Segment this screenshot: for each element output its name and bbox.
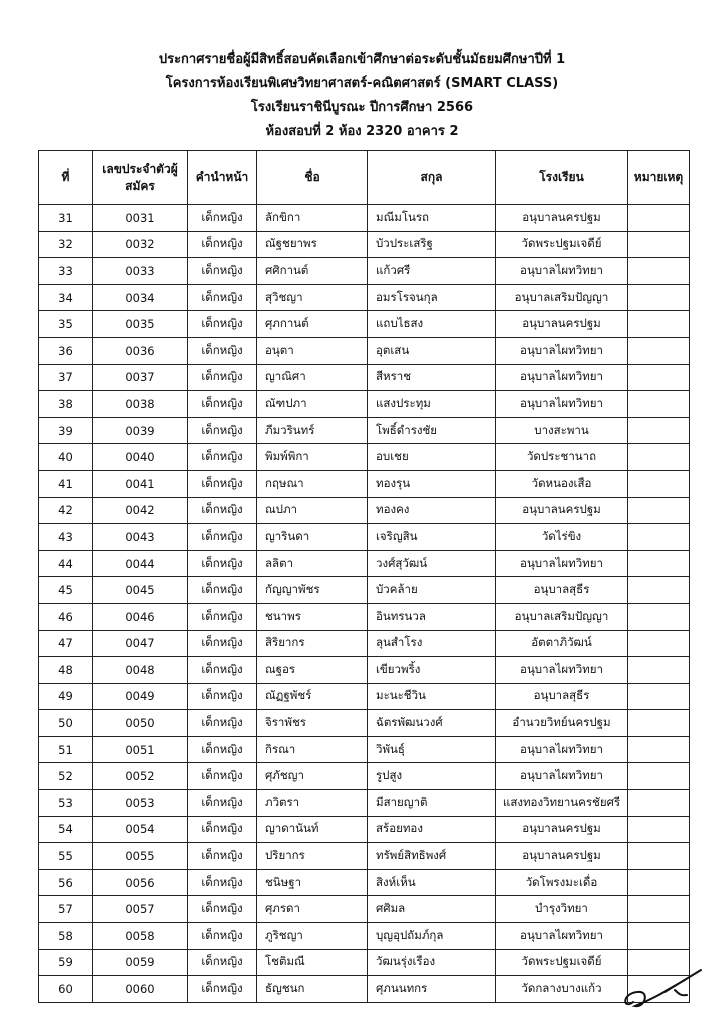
cell-remark bbox=[628, 869, 690, 896]
cell-remark bbox=[628, 391, 690, 418]
table-row bbox=[39, 683, 690, 710]
cell-applicant-id: 0036 bbox=[93, 337, 188, 364]
cell-prefix: เด็กหญิง bbox=[188, 976, 257, 1003]
cell-school: อนุบาลนครปฐม bbox=[496, 843, 628, 870]
cell-first-name: ภวิตรา bbox=[257, 790, 368, 817]
cell-first-name: พิมพ์พิกา bbox=[257, 444, 368, 471]
cell-remark bbox=[628, 816, 690, 843]
cell-applicant-id: 0037 bbox=[93, 364, 188, 391]
cell-first-name: อนุตา bbox=[257, 337, 368, 364]
cell-last-name: อบเชย bbox=[368, 444, 496, 471]
cell-school: วัดประชานาถ bbox=[496, 444, 628, 471]
cell-school: อนุบาลนครปฐม bbox=[496, 497, 628, 524]
cell-prefix: เด็กหญิง bbox=[188, 603, 257, 630]
cell-applicant-id: 0057 bbox=[93, 896, 188, 923]
cell-no: 58 bbox=[39, 923, 93, 950]
table-row bbox=[39, 444, 690, 471]
cell-prefix: เด็กหญิง bbox=[188, 577, 257, 604]
cell-prefix: เด็กหญิง bbox=[188, 657, 257, 684]
cell-no: 38 bbox=[39, 391, 93, 418]
table-row bbox=[39, 311, 690, 338]
table-row bbox=[39, 763, 690, 790]
school-year-title: โรงเรียนราชินีบูรณะ ปีการศึกษา 2566 bbox=[250, 100, 474, 115]
cell-prefix: เด็กหญิง bbox=[188, 205, 257, 232]
cell-prefix: เด็กหญิง bbox=[188, 470, 257, 497]
cell-first-name: ณฐอร bbox=[257, 657, 368, 684]
cell-applicant-id: 0033 bbox=[93, 258, 188, 285]
cell-first-name: ณัฑปภา bbox=[257, 391, 368, 418]
cell-applicant-id: 0048 bbox=[93, 657, 188, 684]
table-row bbox=[39, 923, 690, 950]
table-row bbox=[39, 603, 690, 630]
cell-school: อนุบาลเสริมปัญญา bbox=[496, 603, 628, 630]
col-header-prefix: คำนำหน้า bbox=[188, 151, 257, 205]
cell-first-name: ลลิตา bbox=[257, 550, 368, 577]
cell-first-name: จิราพัชร bbox=[257, 710, 368, 737]
cell-no: 42 bbox=[39, 497, 93, 524]
cell-first-name: ศศิกานต์ bbox=[257, 258, 368, 285]
cell-school: อนุบาลไผทวิทยา bbox=[496, 364, 628, 391]
cell-no: 43 bbox=[39, 524, 93, 551]
cell-prefix: เด็กหญิง bbox=[188, 630, 257, 657]
cell-remark bbox=[628, 710, 690, 737]
table-row bbox=[39, 577, 690, 604]
cell-no: 41 bbox=[39, 470, 93, 497]
cell-applicant-id: 0041 bbox=[93, 470, 188, 497]
table-row bbox=[39, 524, 690, 551]
cell-school: อนุบาลไผทวิทยา bbox=[496, 337, 628, 364]
cell-school: อนุบาลไผทวิทยา bbox=[496, 391, 628, 418]
cell-remark bbox=[628, 524, 690, 551]
cell-applicant-id: 0039 bbox=[93, 417, 188, 444]
cell-school: อัตตาภิวัฒน์ bbox=[496, 630, 628, 657]
cell-prefix: เด็กหญิง bbox=[188, 444, 257, 471]
cell-no: 53 bbox=[39, 790, 93, 817]
cell-first-name: ญาดานันท์ bbox=[257, 816, 368, 843]
cell-last-name: ฉัตรพัฒนวงศ์ bbox=[368, 710, 496, 737]
cell-prefix: เด็กหญิง bbox=[188, 949, 257, 976]
table-row bbox=[39, 391, 690, 418]
cell-no: 44 bbox=[39, 550, 93, 577]
cell-school: วัดไร่ขิง bbox=[496, 524, 628, 551]
cell-prefix: เด็กหญิง bbox=[188, 284, 257, 311]
cell-last-name: อินทรนวล bbox=[368, 603, 496, 630]
col-header-last-name: สกุล bbox=[368, 151, 496, 205]
col-header-no: ที่ bbox=[39, 151, 93, 205]
cell-first-name: ภูริชญา bbox=[257, 923, 368, 950]
cell-remark bbox=[628, 896, 690, 923]
cell-prefix: เด็กหญิง bbox=[188, 816, 257, 843]
table-row bbox=[39, 869, 690, 896]
cell-first-name: ศุภัชญา bbox=[257, 763, 368, 790]
cell-first-name: ชนาพร bbox=[257, 603, 368, 630]
cell-last-name: มีสายญาติ bbox=[368, 790, 496, 817]
table-row bbox=[39, 790, 690, 817]
cell-no: 40 bbox=[39, 444, 93, 471]
cell-no: 32 bbox=[39, 231, 93, 258]
cell-applicant-id: 0053 bbox=[93, 790, 188, 817]
cell-school: บางสะพาน bbox=[496, 417, 628, 444]
table-row bbox=[39, 364, 690, 391]
cell-remark bbox=[628, 258, 690, 285]
cell-no: 59 bbox=[39, 949, 93, 976]
cell-last-name: เขียวพริ้ง bbox=[368, 657, 496, 684]
cell-last-name: ทรัพย์สิทธิพงศ์ bbox=[368, 843, 496, 870]
announcement-title: ประกาศรายชื่อผู้มีสิทธิ์สอบคัดเลือกเข้าศึกษาต่อระดับชั้นมัธยมศึกษาปีที่ 1 bbox=[158, 52, 566, 67]
cell-remark bbox=[628, 763, 690, 790]
cell-prefix: เด็กหญิง bbox=[188, 364, 257, 391]
cell-last-name: แก้วศรี bbox=[368, 258, 496, 285]
table-header-row bbox=[39, 151, 690, 205]
table-row bbox=[39, 284, 690, 311]
cell-school: อนุบาลนครปฐม bbox=[496, 205, 628, 232]
cell-first-name: ณัฐชยาพร bbox=[257, 231, 368, 258]
cell-applicant-id: 0032 bbox=[93, 231, 188, 258]
cell-first-name: โชติมณี bbox=[257, 949, 368, 976]
cell-no: 55 bbox=[39, 843, 93, 870]
cell-first-name: กฤษณา bbox=[257, 470, 368, 497]
cell-school: อนุบาลไผทวิทยา bbox=[496, 923, 628, 950]
cell-first-name: ธัญชนก bbox=[257, 976, 368, 1003]
cell-applicant-id: 0052 bbox=[93, 763, 188, 790]
cell-remark bbox=[628, 603, 690, 630]
cell-first-name: สุวิชญา bbox=[257, 284, 368, 311]
cell-last-name: สีหราช bbox=[368, 364, 496, 391]
cell-no: 47 bbox=[39, 630, 93, 657]
cell-last-name: วิพันธุ์ bbox=[368, 736, 496, 763]
cell-applicant-id: 0042 bbox=[93, 497, 188, 524]
cell-school: วัดพระปฐมเจดีย์ bbox=[496, 949, 628, 976]
cell-prefix: เด็กหญิง bbox=[188, 710, 257, 737]
cell-remark bbox=[628, 577, 690, 604]
table-row bbox=[39, 550, 690, 577]
cell-no: 54 bbox=[39, 816, 93, 843]
cell-remark bbox=[628, 417, 690, 444]
cell-first-name: ชนิษฐา bbox=[257, 869, 368, 896]
cell-first-name: ศุภกานต์ bbox=[257, 311, 368, 338]
cell-last-name: อมรโรจนกุล bbox=[368, 284, 496, 311]
cell-prefix: เด็กหญิง bbox=[188, 337, 257, 364]
table-row bbox=[39, 417, 690, 444]
cell-last-name: รูปสูง bbox=[368, 763, 496, 790]
cell-school: บำรุงวิทยา bbox=[496, 896, 628, 923]
table-row bbox=[39, 470, 690, 497]
cell-no: 51 bbox=[39, 736, 93, 763]
cell-prefix: เด็กหญิง bbox=[188, 231, 257, 258]
cell-remark bbox=[628, 311, 690, 338]
exam-room-title: ห้องสอบที่ 2 ห้อง 2320 อาคาร 2 bbox=[265, 124, 459, 139]
cell-school: อนุบาลสุธีร bbox=[496, 683, 628, 710]
cell-applicant-id: 0035 bbox=[93, 311, 188, 338]
cell-prefix: เด็กหญิง bbox=[188, 417, 257, 444]
cell-school: แสงทองวิทยานครชัยศรี bbox=[496, 790, 628, 817]
cell-remark bbox=[628, 364, 690, 391]
cell-last-name: บัวประเสริฐ bbox=[368, 231, 496, 258]
cell-first-name: ปริยากร bbox=[257, 843, 368, 870]
cell-no: 52 bbox=[39, 763, 93, 790]
cell-no: 45 bbox=[39, 577, 93, 604]
cell-applicant-id: 0054 bbox=[93, 816, 188, 843]
table-row bbox=[39, 657, 690, 684]
cell-first-name: ลักขิกา bbox=[257, 205, 368, 232]
cell-applicant-id: 0044 bbox=[93, 550, 188, 577]
cell-school: วัดพระปฐมเจดีย์ bbox=[496, 231, 628, 258]
cell-school: อำนวยวิทย์นครปฐม bbox=[496, 710, 628, 737]
cell-last-name: สิงห์เห็น bbox=[368, 869, 496, 896]
cell-applicant-id: 0031 bbox=[93, 205, 188, 232]
cell-first-name: ณปภา bbox=[257, 497, 368, 524]
cell-applicant-id: 0049 bbox=[93, 683, 188, 710]
table-row bbox=[39, 896, 690, 923]
cell-school: อนุบาลนครปฐม bbox=[496, 816, 628, 843]
cell-applicant-id: 0047 bbox=[93, 630, 188, 657]
cell-remark bbox=[628, 231, 690, 258]
cell-prefix: เด็กหญิง bbox=[188, 923, 257, 950]
cell-applicant-id: 0034 bbox=[93, 284, 188, 311]
cell-remark bbox=[628, 497, 690, 524]
candidate-table bbox=[38, 150, 690, 1003]
signature-mark bbox=[615, 962, 715, 1017]
cell-applicant-id: 0038 bbox=[93, 391, 188, 418]
cell-last-name: ศศิมล bbox=[368, 896, 496, 923]
cell-last-name: ทองรุน bbox=[368, 470, 496, 497]
cell-prefix: เด็กหญิง bbox=[188, 524, 257, 551]
cell-remark bbox=[628, 736, 690, 763]
table-row bbox=[39, 337, 690, 364]
cell-remark bbox=[628, 630, 690, 657]
cell-last-name: โพธิ์ดำรงชัย bbox=[368, 417, 496, 444]
cell-prefix: เด็กหญิง bbox=[188, 763, 257, 790]
cell-prefix: เด็กหญิง bbox=[188, 790, 257, 817]
cell-no: 37 bbox=[39, 364, 93, 391]
cell-school: อนุบาลไผทวิทยา bbox=[496, 550, 628, 577]
cell-applicant-id: 0050 bbox=[93, 710, 188, 737]
cell-applicant-id: 0059 bbox=[93, 949, 188, 976]
cell-prefix: เด็กหญิง bbox=[188, 843, 257, 870]
cell-school: อนุบาลไผทวิทยา bbox=[496, 657, 628, 684]
cell-no: 48 bbox=[39, 657, 93, 684]
program-title: โครงการห้องเรียนพิเศษวิทยาศาสตร์-คณิตศาสตร์ (SMART CLASS) bbox=[165, 76, 559, 91]
cell-last-name: ทองคง bbox=[368, 497, 496, 524]
cell-first-name: ณัฏฐพัชร์ bbox=[257, 683, 368, 710]
cell-applicant-id: 0043 bbox=[93, 524, 188, 551]
cell-remark bbox=[628, 284, 690, 311]
col-header-applicant-id: เลขประจำตัวผู้สมัคร bbox=[93, 151, 188, 205]
table-row bbox=[39, 843, 690, 870]
cell-remark bbox=[628, 790, 690, 817]
cell-last-name: มะนะชีวิน bbox=[368, 683, 496, 710]
cell-school: วัดโพรงมะเดื่อ bbox=[496, 869, 628, 896]
table-row bbox=[39, 231, 690, 258]
cell-last-name: ศุภนนทกร bbox=[368, 976, 496, 1003]
cell-applicant-id: 0058 bbox=[93, 923, 188, 950]
cell-prefix: เด็กหญิง bbox=[188, 497, 257, 524]
cell-remark bbox=[628, 923, 690, 950]
cell-prefix: เด็กหญิง bbox=[188, 550, 257, 577]
cell-no: 36 bbox=[39, 337, 93, 364]
cell-last-name: วัฒนรุ่งเรือง bbox=[368, 949, 496, 976]
cell-first-name: กิรณา bbox=[257, 736, 368, 763]
cell-no: 50 bbox=[39, 710, 93, 737]
cell-remark bbox=[628, 444, 690, 471]
cell-prefix: เด็กหญิง bbox=[188, 869, 257, 896]
cell-last-name: สร้อยทอง bbox=[368, 816, 496, 843]
cell-remark bbox=[628, 843, 690, 870]
cell-last-name: เจริญสิน bbox=[368, 524, 496, 551]
cell-prefix: เด็กหญิง bbox=[188, 391, 257, 418]
cell-remark bbox=[628, 550, 690, 577]
cell-last-name: บุญอุปถัมภ์กุล bbox=[368, 923, 496, 950]
cell-applicant-id: 0045 bbox=[93, 577, 188, 604]
cell-last-name: ลุนสำโรง bbox=[368, 630, 496, 657]
cell-first-name: กัญญาพัชร bbox=[257, 577, 368, 604]
table-row bbox=[39, 710, 690, 737]
cell-applicant-id: 0056 bbox=[93, 869, 188, 896]
cell-remark bbox=[628, 683, 690, 710]
cell-no: 60 bbox=[39, 976, 93, 1003]
cell-first-name: สิริยากร bbox=[257, 630, 368, 657]
cell-applicant-id: 0046 bbox=[93, 603, 188, 630]
cell-applicant-id: 0060 bbox=[93, 976, 188, 1003]
cell-first-name: ศุภรดา bbox=[257, 896, 368, 923]
cell-last-name: มณีมโนรถ bbox=[368, 205, 496, 232]
table-row bbox=[39, 816, 690, 843]
cell-first-name: ญารินดา bbox=[257, 524, 368, 551]
cell-prefix: เด็กหญิง bbox=[188, 683, 257, 710]
cell-first-name: ภีมวรินทร์ bbox=[257, 417, 368, 444]
cell-no: 46 bbox=[39, 603, 93, 630]
table-row bbox=[39, 976, 690, 1003]
cell-last-name: วงศ์สุวัฒน์ bbox=[368, 550, 496, 577]
col-header-school: โรงเรียน bbox=[496, 151, 628, 205]
cell-applicant-id: 0051 bbox=[93, 736, 188, 763]
table-row bbox=[39, 205, 690, 232]
cell-no: 57 bbox=[39, 896, 93, 923]
cell-no: 35 bbox=[39, 311, 93, 338]
table-row bbox=[39, 949, 690, 976]
cell-first-name: ญาณิศา bbox=[257, 364, 368, 391]
cell-school: วัดหนองเสือ bbox=[496, 470, 628, 497]
cell-no: 34 bbox=[39, 284, 93, 311]
cell-prefix: เด็กหญิง bbox=[188, 311, 257, 338]
col-header-remark: หมายเหตุ bbox=[628, 151, 690, 205]
cell-no: 39 bbox=[39, 417, 93, 444]
cell-school: อนุบาลนครปฐม bbox=[496, 311, 628, 338]
cell-prefix: เด็กหญิง bbox=[188, 896, 257, 923]
table-row bbox=[39, 497, 690, 524]
cell-last-name: อุตเสน bbox=[368, 337, 496, 364]
cell-remark bbox=[628, 205, 690, 232]
cell-no: 56 bbox=[39, 869, 93, 896]
cell-school: อนุบาลไผทวิทยา bbox=[496, 258, 628, 285]
cell-applicant-id: 0040 bbox=[93, 444, 188, 471]
cell-school: อนุบาลเสริมปัญญา bbox=[496, 284, 628, 311]
cell-remark bbox=[628, 337, 690, 364]
cell-prefix: เด็กหญิง bbox=[188, 736, 257, 763]
cell-school: วัดกลางบางแก้ว bbox=[496, 976, 628, 1003]
col-header-first-name: ชื่อ bbox=[257, 151, 368, 205]
cell-applicant-id: 0055 bbox=[93, 843, 188, 870]
table-row bbox=[39, 258, 690, 285]
cell-last-name: แถบไธสง bbox=[368, 311, 496, 338]
table-row bbox=[39, 630, 690, 657]
table-row bbox=[39, 736, 690, 763]
cell-school: อนุบาลสุธีร bbox=[496, 577, 628, 604]
cell-no: 33 bbox=[39, 258, 93, 285]
cell-school: อนุบาลไผทวิทยา bbox=[496, 736, 628, 763]
cell-last-name: บัวคล้าย bbox=[368, 577, 496, 604]
cell-remark bbox=[628, 657, 690, 684]
cell-remark bbox=[628, 470, 690, 497]
cell-no: 49 bbox=[39, 683, 93, 710]
cell-prefix: เด็กหญิง bbox=[188, 258, 257, 285]
cell-school: อนุบาลไผทวิทยา bbox=[496, 763, 628, 790]
cell-no: 31 bbox=[39, 205, 93, 232]
cell-last-name: แสงประทุม bbox=[368, 391, 496, 418]
